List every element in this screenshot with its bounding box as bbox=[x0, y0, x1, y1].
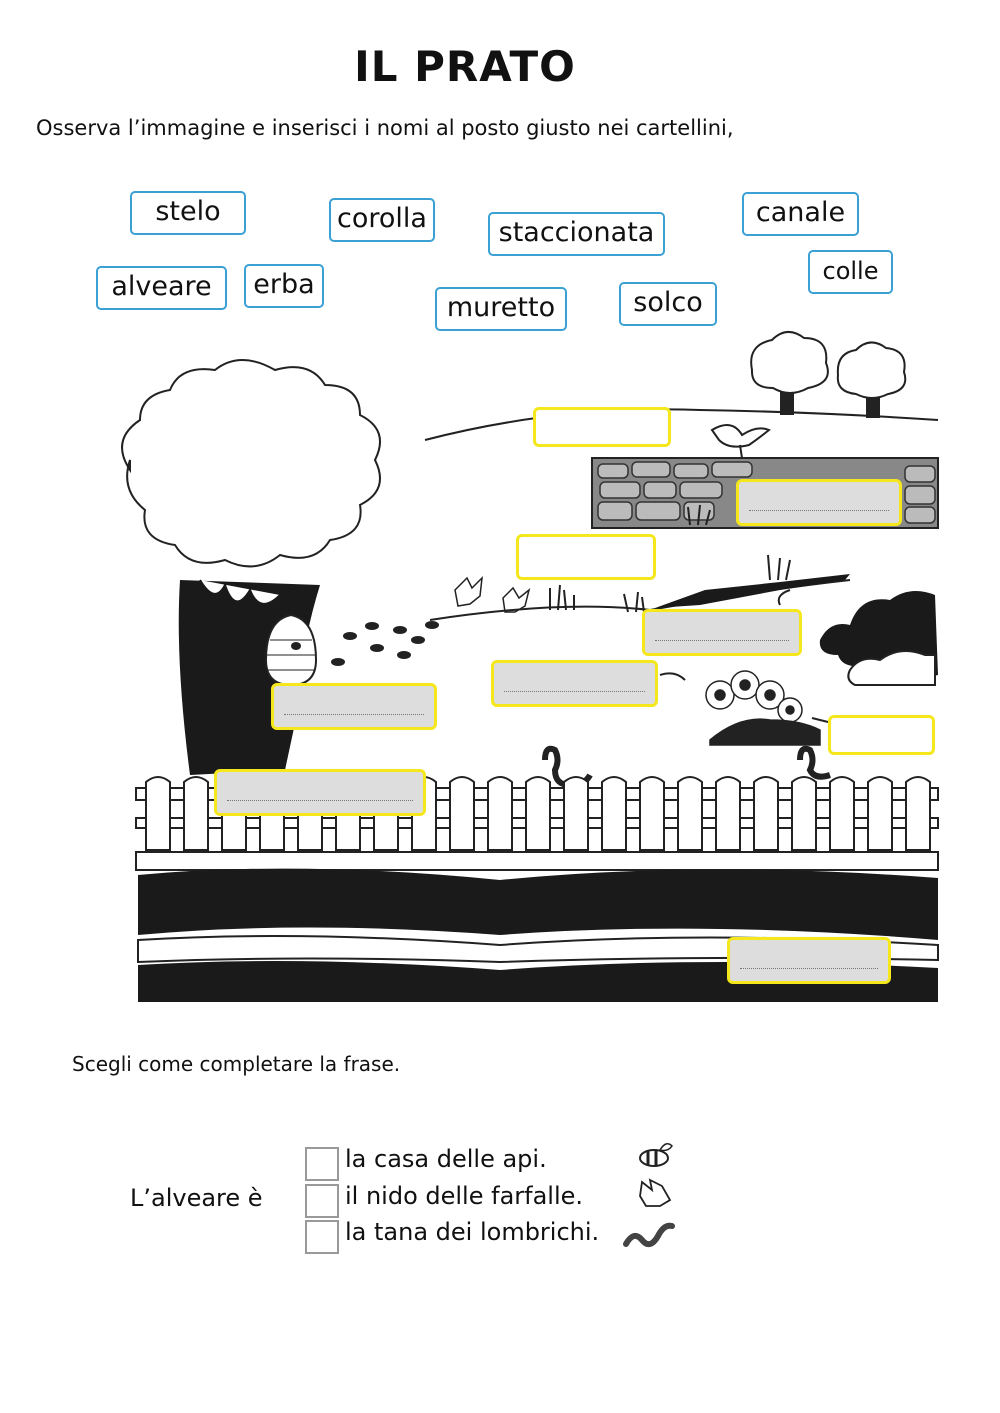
fence-post bbox=[602, 777, 626, 850]
word-card-staccionata[interactable]: staccionata bbox=[488, 212, 665, 256]
label-slot-stem[interactable] bbox=[828, 715, 935, 755]
fence-post bbox=[146, 777, 170, 850]
fence-post bbox=[868, 777, 892, 850]
butterfly-icon bbox=[634, 1176, 676, 1212]
bee-icon bbox=[632, 1140, 682, 1170]
hill-outline bbox=[425, 409, 938, 440]
worm-icon bbox=[622, 1216, 678, 1252]
word-card-colle[interactable]: colle bbox=[808, 250, 893, 294]
word-card-solco[interactable]: solco bbox=[619, 282, 717, 326]
furrow-band-top bbox=[138, 869, 938, 940]
flowers-icon bbox=[706, 671, 820, 745]
butterflies bbox=[455, 578, 529, 612]
option-checkbox-1[interactable] bbox=[305, 1147, 339, 1181]
option-label-2: il nido delle farfalle. bbox=[345, 1182, 584, 1210]
tree-crown bbox=[122, 360, 380, 566]
page-title: IL PRATO bbox=[354, 42, 576, 91]
small-tree-left-icon bbox=[751, 332, 828, 415]
label-slot-hill[interactable] bbox=[533, 407, 671, 447]
fence-post bbox=[830, 777, 854, 850]
label-slot-corolla[interactable] bbox=[491, 660, 658, 707]
meadow-illustration bbox=[0, 330, 940, 1010]
word-card-alveare[interactable]: alveare bbox=[96, 266, 227, 310]
fence-post bbox=[488, 777, 512, 850]
option-label-3: la tana dei lombrichi. bbox=[345, 1218, 600, 1246]
word-card-corolla[interactable]: corolla bbox=[329, 198, 435, 242]
bees-swarm bbox=[331, 621, 439, 666]
fence-post bbox=[564, 777, 588, 850]
beehive-icon bbox=[266, 615, 316, 685]
small-tree-right-icon bbox=[838, 342, 905, 418]
word-card-stelo[interactable]: stelo bbox=[130, 191, 246, 235]
option-label-1: la casa delle api. bbox=[345, 1145, 547, 1173]
word-card-muretto[interactable]: muretto bbox=[435, 287, 567, 331]
sentence-lead: L’alveare è bbox=[130, 1184, 263, 1212]
fence-post bbox=[526, 777, 550, 850]
label-slot-furrow[interactable] bbox=[727, 937, 891, 984]
bird-icon bbox=[712, 425, 769, 458]
option-checkbox-2[interactable] bbox=[305, 1184, 339, 1218]
fence-post bbox=[640, 777, 664, 850]
fence-post bbox=[792, 777, 816, 850]
option-checkbox-3[interactable] bbox=[305, 1220, 339, 1254]
fence-post bbox=[184, 777, 208, 850]
label-slot-wall[interactable] bbox=[736, 479, 902, 526]
fence-post bbox=[906, 777, 930, 850]
section-prompt: Scegli come completare la frase. bbox=[72, 1052, 401, 1076]
instruction-text: Osserva l’immagine e inserisci i nomi al posto giusto nei cartellini, bbox=[36, 116, 734, 140]
word-card-erba[interactable]: erba bbox=[244, 264, 324, 308]
label-slot-canal[interactable] bbox=[642, 609, 802, 656]
label-slot-hive[interactable] bbox=[271, 683, 437, 730]
label-slot-flower-part[interactable] bbox=[516, 534, 656, 580]
label-slot-fence[interactable] bbox=[214, 769, 426, 816]
fence-post bbox=[450, 777, 474, 850]
fence-post bbox=[754, 777, 778, 850]
word-card-canale[interactable]: canale bbox=[742, 192, 859, 236]
fence-post bbox=[678, 777, 702, 850]
fence-post bbox=[716, 777, 740, 850]
canal-stroke bbox=[655, 574, 850, 608]
